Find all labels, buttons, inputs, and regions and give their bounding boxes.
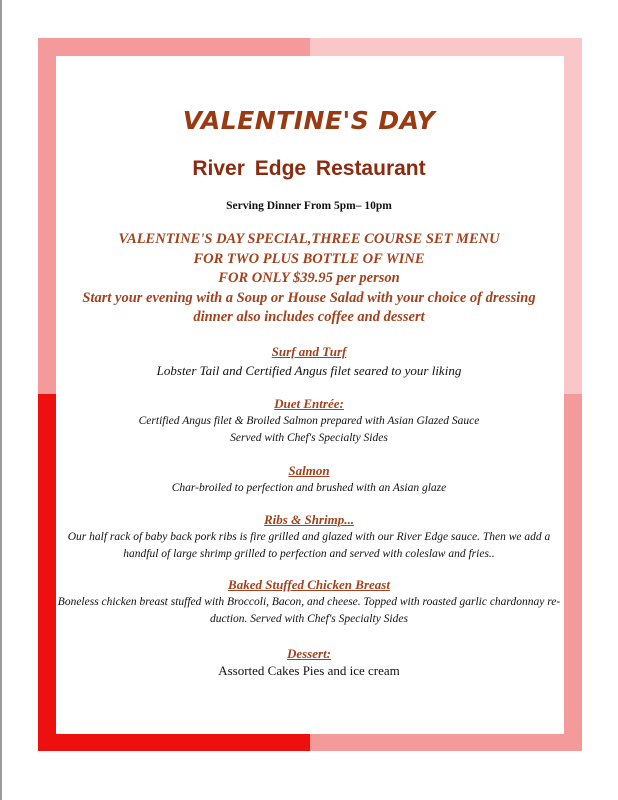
restaurant-name: River Edge Restaurant xyxy=(192,157,426,180)
menu-item-title: Dessert: xyxy=(286,646,332,661)
promo-line: Start your evening with a Soup or House Salad with your choice of dressing xyxy=(82,289,536,306)
menu-item-duet-entree xyxy=(0,396,618,447)
menu-item-title: Salmon xyxy=(288,463,330,478)
menu-item-desc: Certified Angus filet & Broiled Salmon prepared with Asian Glazed Sauce xyxy=(138,415,480,427)
menu-item-salmon xyxy=(0,463,618,497)
menu-item-desc: Boneless chicken breast stuffed with Broccoli, Bacon, and cheese. Topped with roasted garlic chardonnay re- xyxy=(57,596,561,608)
serving-hours: Serving Dinner From 5pm– 10pm xyxy=(226,200,392,212)
promo-line: dinner also includes coffee and dessert xyxy=(193,309,425,325)
promo-line: VALENTINE'S DAY SPECIAL,THREE COURSE SET MENU xyxy=(118,231,500,247)
promo-block xyxy=(0,230,618,328)
menu-item-ribs-shrimp xyxy=(0,512,618,563)
menu-item-desc: handful of large shrimp grilled to perfection and served with coleslaw and fries.. xyxy=(123,548,495,560)
menu-item-desc: Lobster Tail and Certified Angus filet seared to your liking xyxy=(156,363,462,378)
menu-item-desc: Assorted Cakes Pies and ice cream xyxy=(218,663,400,678)
menu-item-dessert xyxy=(0,646,618,679)
menu-item-title: Surf and Turf xyxy=(271,344,347,359)
menu-item-desc: duction. Served with Chef's Specialty Sides xyxy=(210,613,408,625)
menu-item-title: Baked Stuffed Chicken Breast xyxy=(228,577,390,592)
menu-item-stuffed-chicken xyxy=(0,577,618,628)
promo-line: FOR ONLY $39.95 per person xyxy=(218,270,400,286)
menu-item-desc: Served with Chef's Specialty Sides xyxy=(230,432,388,444)
menu-item-title: Duet Entrée: xyxy=(274,396,344,411)
menu-item-title: Ribs & Shrimp... xyxy=(264,512,354,527)
promo-line: FOR TWO PLUS BOTTLE OF WINE xyxy=(193,250,425,267)
menu-item-desc: Our half rack of baby back pork ribs is fire grilled and glazed with our River Edge sauce. Then we add a xyxy=(67,531,551,543)
menu-item-desc: Char-broiled to perfection and brushed with an Asian glaze xyxy=(171,482,447,494)
page-title: VALENTINE'S DAY xyxy=(182,106,436,135)
menu-item-surf-and-turf xyxy=(0,344,618,379)
